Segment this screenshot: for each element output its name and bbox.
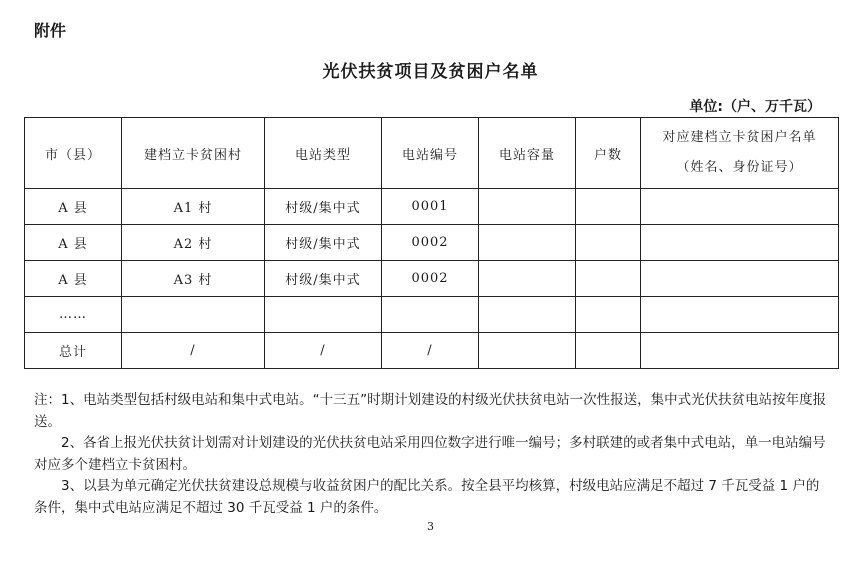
cell-station-number: 0002 bbox=[382, 261, 479, 297]
cell-county: A 县 bbox=[25, 225, 122, 261]
header-household-list-title: 对应建档立卡贫困户名单 bbox=[662, 130, 817, 145]
cell-capacity bbox=[479, 261, 576, 297]
cell-station-number: 0002 bbox=[382, 225, 479, 261]
cell-village: A2 村 bbox=[122, 225, 265, 261]
cell-household-list bbox=[641, 225, 839, 261]
cell-capacity bbox=[479, 225, 576, 261]
cell-households bbox=[576, 225, 641, 261]
cell-total-label: 总计 bbox=[25, 333, 122, 369]
cell-station-type bbox=[265, 297, 382, 333]
header-poor-village: 建档立卡贫困村 bbox=[122, 118, 265, 189]
header-station-type: 电站类型 bbox=[265, 118, 382, 189]
table-row bbox=[25, 261, 839, 297]
cell-station-type: / bbox=[265, 333, 382, 369]
cell-households bbox=[576, 333, 641, 369]
cell-households bbox=[576, 189, 641, 225]
cell-station-number: 0001 bbox=[382, 189, 479, 225]
note-3: 3、以县为单元确定光伏扶贫建设总规模与收益贫困户的配比关系。按全县平均核算，村级电站应满足不超过 7 千瓦受益 1 户的条件，集中式电站应满足不超过 30 千瓦受益 1 户的条件。 bbox=[34, 478, 820, 516]
header-station-number: 电站编号 bbox=[382, 118, 479, 189]
attachment-label: 附件 bbox=[34, 21, 67, 40]
cell-capacity bbox=[479, 333, 576, 369]
cell-station-number: / bbox=[382, 333, 479, 369]
cell-village: / bbox=[122, 333, 265, 369]
cell-station-type: 村级/集中式 bbox=[265, 225, 382, 261]
cell-households bbox=[576, 261, 641, 297]
cell-household-list bbox=[641, 261, 839, 297]
page-number: 3 bbox=[427, 520, 434, 533]
note-2: 2、各省上报光伏扶贫计划需对计划建设的光伏扶贫电站采用四位数字进行唯一编号；多村联建的或者集中式电站，单一电站编号对应多个建档立卡贫困村。 bbox=[34, 435, 826, 473]
note-1: 注：1、电站类型包括村级电站和集中式电站。“十三五”时期计划建设的村级光伏扶贫电站一次性报送，集中式光伏扶贫电站按年度报送。 bbox=[34, 392, 827, 430]
project-list-table bbox=[24, 117, 839, 369]
unit-label: 单位:（户、万千瓦） bbox=[689, 99, 821, 115]
table-row bbox=[25, 297, 839, 333]
cell-village bbox=[122, 297, 265, 333]
cell-station-type: 村级/集中式 bbox=[265, 261, 382, 297]
cell-household-list bbox=[641, 297, 839, 333]
table-header-row bbox=[25, 118, 839, 189]
header-station-capacity: 电站容量 bbox=[479, 118, 576, 189]
header-household-list-subtitle: （姓名、身份证号） bbox=[676, 160, 803, 175]
cell-households bbox=[576, 297, 641, 333]
header-city-county: 市（县） bbox=[25, 118, 122, 189]
cell-county: …… bbox=[25, 297, 122, 333]
cell-capacity bbox=[479, 189, 576, 225]
cell-village: A3 村 bbox=[122, 261, 265, 297]
header-household-count: 户数 bbox=[576, 118, 641, 189]
cell-village: A1 村 bbox=[122, 189, 265, 225]
table-row bbox=[25, 225, 839, 261]
document-title: 光伏扶贫项目及贫困户名单 bbox=[322, 62, 539, 82]
cell-station-number bbox=[382, 297, 479, 333]
cell-household-list bbox=[641, 189, 839, 225]
header-household-list bbox=[641, 118, 839, 189]
cell-station-type: 村级/集中式 bbox=[265, 189, 382, 225]
table-row bbox=[25, 189, 839, 225]
cell-capacity bbox=[479, 297, 576, 333]
cell-county: A 县 bbox=[25, 189, 122, 225]
table-total-row bbox=[25, 333, 839, 369]
cell-county: A 县 bbox=[25, 261, 122, 297]
cell-household-list bbox=[641, 333, 839, 369]
notes-section bbox=[34, 390, 829, 519]
